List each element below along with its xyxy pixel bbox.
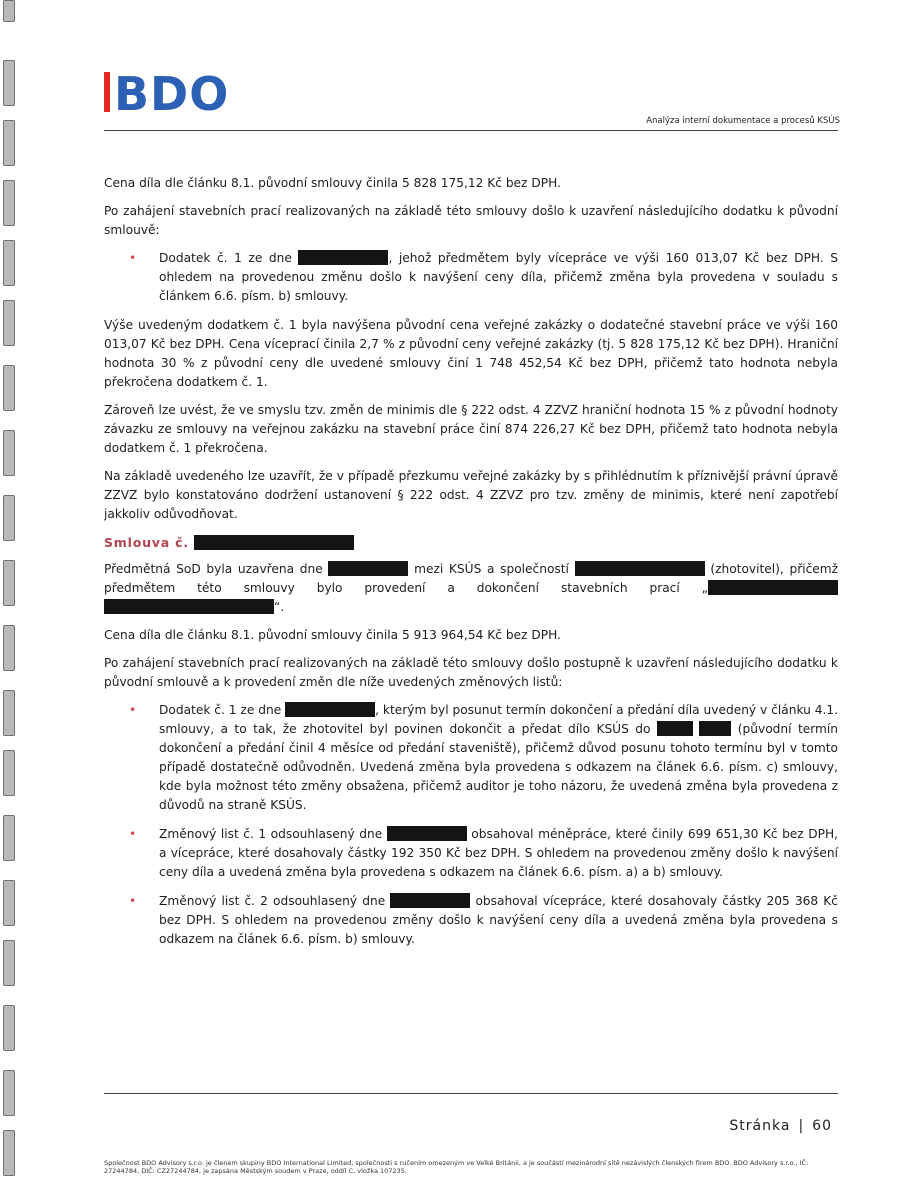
binder-hole xyxy=(3,815,15,861)
list-item: • Dodatek č. 1 ze dne , kterým byl posunut termín dokončení a předání díla uvedený v článku 4.1. smlouvy, a to tak, že zhotovitel byl povinen dokončit a předat dílo KSÚS do (původní termín dokončení a předání činil 4 měsíce od předání staveniště), přičemž důvod posunu tohoto termínu byl v tomto případě dostatečně odůvodněn. Uvedená změna byla provedena s odkazem na článek 6.6. písm. c) smlouvy, kde byla možnost této změny obsažena, přičemž auditor je toho názoru, že uvedená změna byla provedena z důvodů na straně KSÚS. xyxy=(159,701,838,815)
redaction-box xyxy=(298,250,388,265)
redaction-box xyxy=(104,599,274,614)
bullet-list xyxy=(104,249,838,306)
list-item: • Změnový list č. 2 odsouhlasený dne obsahoval vícepráce, které dosahovaly částky 205 368 Kč bez DPH. S ohledem na provedenou změny došlo k navýšení ceny díla a uvedená změna byla provedena s odkazem na článek 6.6. písm. b) smlouvy. xyxy=(159,892,838,949)
paragraph: Zároveň lze uvést, že ve smyslu tzv. změn de minimis dle § 222 odst. 4 ZZVZ hraniční hodnota 15 % z původní hodnoty závazku ze smlouvy na veřejnou zakázku na stavební práce činí 874 226,27 Kč bez DPH, přičemž tato hodnota nebyla dodatkem č. 1 překročena. xyxy=(104,403,838,455)
logo-text: BDO xyxy=(114,67,230,121)
paragraph: Po zahájení stavebních prací realizovaných na základě této smlouvy došlo k uzavření následujícího dodatku k původní smlouvě: xyxy=(104,204,838,237)
redaction-box xyxy=(708,580,838,595)
paragraph: Na základě uvedeného lze uzavřít, že v případě přezkumu veřejné zakázky by s přihlédnutím k příznivější právní úpravě ZZVZ bylo konstatováno dodržení ustanovení § 222 odst. 4 ZZVZ pro tzv. změny de minimis, které není zapotřebí jakkoliv odůvodňovat. xyxy=(104,469,838,521)
binder-hole xyxy=(3,625,15,671)
binder-hole xyxy=(3,750,15,796)
binder-hole xyxy=(3,120,15,166)
binder-hole xyxy=(3,560,15,606)
section-heading: Smlouva č. xyxy=(104,533,838,552)
paragraph: Výše uvedeným dodatkem č. 1 byla navýšena původní cena veřejné zakázky o dodatečné stavební práce ve výši 160 013,07 Kč bez DPH. Cena víceprací činila 2,7 % z původní ceny veřejné zakázky (tj. 5 828 175,12 Kč bez DPH). Hraniční hodnota 30 % z původní ceny dle uvedené smlouvy činí 1 748 452,54 Kč bez DPH, přičemž tato hodnota nebyla překročena dodatkem č. 1. xyxy=(104,318,838,389)
redaction-box xyxy=(657,721,693,736)
binder-hole xyxy=(3,1070,15,1116)
footer-divider xyxy=(104,1093,838,1094)
paragraph: Cena díla dle článku 8.1. původní smlouvy činila 5 828 175,12 Kč bez DPH. xyxy=(104,176,561,190)
binder-holes xyxy=(3,0,17,1182)
binder-hole xyxy=(3,940,15,986)
redaction-box xyxy=(390,893,470,908)
binder-hole xyxy=(3,1005,15,1051)
bullet-list xyxy=(104,701,838,949)
binder-hole xyxy=(3,690,15,736)
header-title: Analýza interní dokumentace a procesů KSÚS xyxy=(646,116,840,126)
binder-hole xyxy=(3,300,15,346)
redaction-box xyxy=(387,826,467,841)
paragraph: Cena díla dle článku 8.1. původní smlouvy činila 5 913 964,54 Kč bez DPH. xyxy=(104,628,561,642)
redaction-box xyxy=(575,561,705,576)
binder-hole xyxy=(3,180,15,226)
redaction-box xyxy=(285,702,375,717)
page-number: Stránka | 60 xyxy=(729,1118,832,1134)
redaction-box xyxy=(699,721,731,736)
binder-hole xyxy=(3,60,15,106)
bdo-logo xyxy=(104,67,230,121)
legal-footer: Společnost BDO Advisory s.r.o. je členem skupiny BDO International Limited, společnosti s ručením omezeným ve Velké Británii, a je součástí mezinárodní sítě nezávislých členských firem BDO. BDO Advisory s.r.o., IČ: 27244784, DIČ: CZ27244784, je zapsána Městským soudem v Praze, oddíl C, vložka 107235. xyxy=(104,1159,809,1175)
logo-bar xyxy=(104,72,110,112)
binder-hole xyxy=(3,365,15,411)
binder-hole xyxy=(3,495,15,541)
document-body xyxy=(104,174,838,959)
redaction-box xyxy=(194,535,354,550)
paragraph: Po zahájení stavebních prací realizovaných na základě této smlouvy došlo postupně k uzavření následujícího dodatku k původní smlouvě a k provedení změn dle níže uvedených změnových listů: xyxy=(104,656,838,689)
list-item: • Dodatek č. 1 ze dne , jehož předmětem byly vícepráce ve výši 160 013,07 Kč bez DPH. S ohledem na provedenou změnu došlo k navýšení ceny díla, přičemž změna byla provedena v souladu s článkem 6.6. písm. b) smlouvy. xyxy=(159,249,838,306)
list-item: • Změnový list č. 1 odsouhlasený dne obsahoval méněpráce, které činily 699 651,30 Kč bez DPH, a vícepráce, které dosahovaly částky 192 350 Kč bez DPH. S ohledem na provedenou změny došlo k navýšení ceny díla a uvedená změna byla provedena s odkazem na článek 6.6. písm. a) a b) smlouvy. xyxy=(159,825,838,882)
binder-hole xyxy=(3,1130,15,1176)
binder-hole xyxy=(3,240,15,286)
header-divider xyxy=(104,130,838,131)
binder-hole xyxy=(3,430,15,476)
binder-hole xyxy=(3,880,15,926)
binder-hole xyxy=(3,0,15,22)
redaction-box xyxy=(328,561,408,576)
paragraph: Předmětná SoD byla uzavřena dne mezi KSÚS a společností (zhotovitel), přičemž předmětem této smlouvy bylo provedení a dokončení stavebních prací „ “. xyxy=(104,562,839,614)
